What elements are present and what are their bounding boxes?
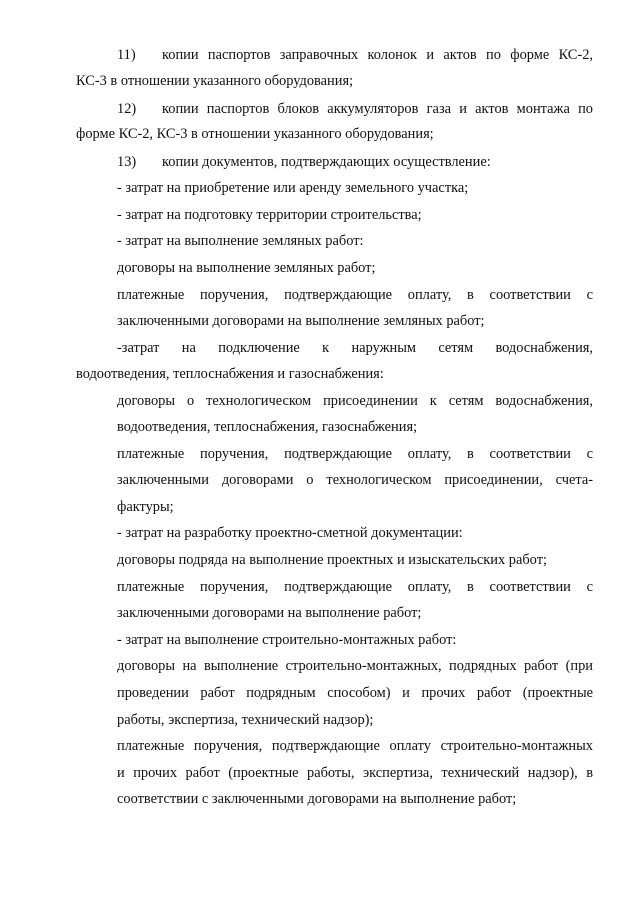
text-line: водоотведения, теплоснабжения и газоснабжения: [76, 366, 384, 382]
text-line: договоры на выполнение земляных работ; [117, 260, 376, 276]
text-line: -затрат на подключение к наружным сетям водоснабжения, [117, 340, 593, 356]
text-line: соответствии с заключенными договорами на выполнение работ; [117, 791, 517, 807]
text-line: и прочих работ (проектные работы, экспертиза, технический надзор), в [117, 765, 593, 781]
text-line: - затрат на выполнение земляных работ: [117, 233, 364, 249]
item-number: 12) [117, 101, 137, 117]
text-line: водоотведения, теплоснабжения, газоснабжения; [117, 419, 418, 435]
text-line: договоры подряда на выполнение проектных и изыскательских работ; [117, 552, 547, 568]
text-line: проведении работ подрядным способом) и прочих работ (проектные [117, 685, 593, 701]
text-line: заключенными договорами о технологическом присоединении, счета- [117, 472, 593, 488]
text-line: платежные поручения, подтверждающие оплату, в соответствии с [117, 579, 593, 595]
text-line: договоры о технологическом присоединении к сетям водоснабжения, [117, 393, 593, 409]
item-number: 11) [117, 47, 136, 63]
text-line: фактуры; [117, 499, 174, 515]
item-text-line: КС-3 в отношении указанного оборудования; [76, 73, 354, 89]
item-text-line: копии паспортов заправочных колонок и актов по форме КС-2, [162, 47, 593, 63]
text-line: - затрат на подготовку территории строительства; [117, 207, 422, 223]
item-text-line: копии паспортов блоков аккумуляторов газа и актов монтажа по [162, 101, 593, 117]
text-line: платежные поручения, подтверждающие оплату, в соответствии с [117, 287, 593, 303]
text-line: платежные поручения, подтверждающие оплату, в соответствии с [117, 446, 593, 462]
text-line: - затрат на разработку проектно-сметной документации: [117, 525, 463, 541]
text-line: - затрат на приобретение или аренду земельного участка; [117, 180, 469, 196]
text-line: заключенными договорами на выполнение работ; [117, 605, 422, 621]
item-text-line: форме КС-2, КС-3 в отношении указанного оборудования; [76, 126, 434, 142]
text-line: договоры на выполнение строительно-монтажных, подрядных работ (при [117, 658, 593, 674]
item-number: 13) [117, 154, 137, 170]
text-line: платежные поручения, подтверждающие оплату строительно-монтажных [117, 738, 593, 754]
text-line: - затрат на выполнение строительно-монтажных работ: [117, 632, 457, 648]
item-text-line: копии документов, подтверждающих осуществление: [162, 154, 491, 170]
text-line: работы, экспертиза, технический надзор); [117, 712, 374, 728]
text-line: заключенными договорами на выполнение земляных работ; [117, 313, 485, 329]
